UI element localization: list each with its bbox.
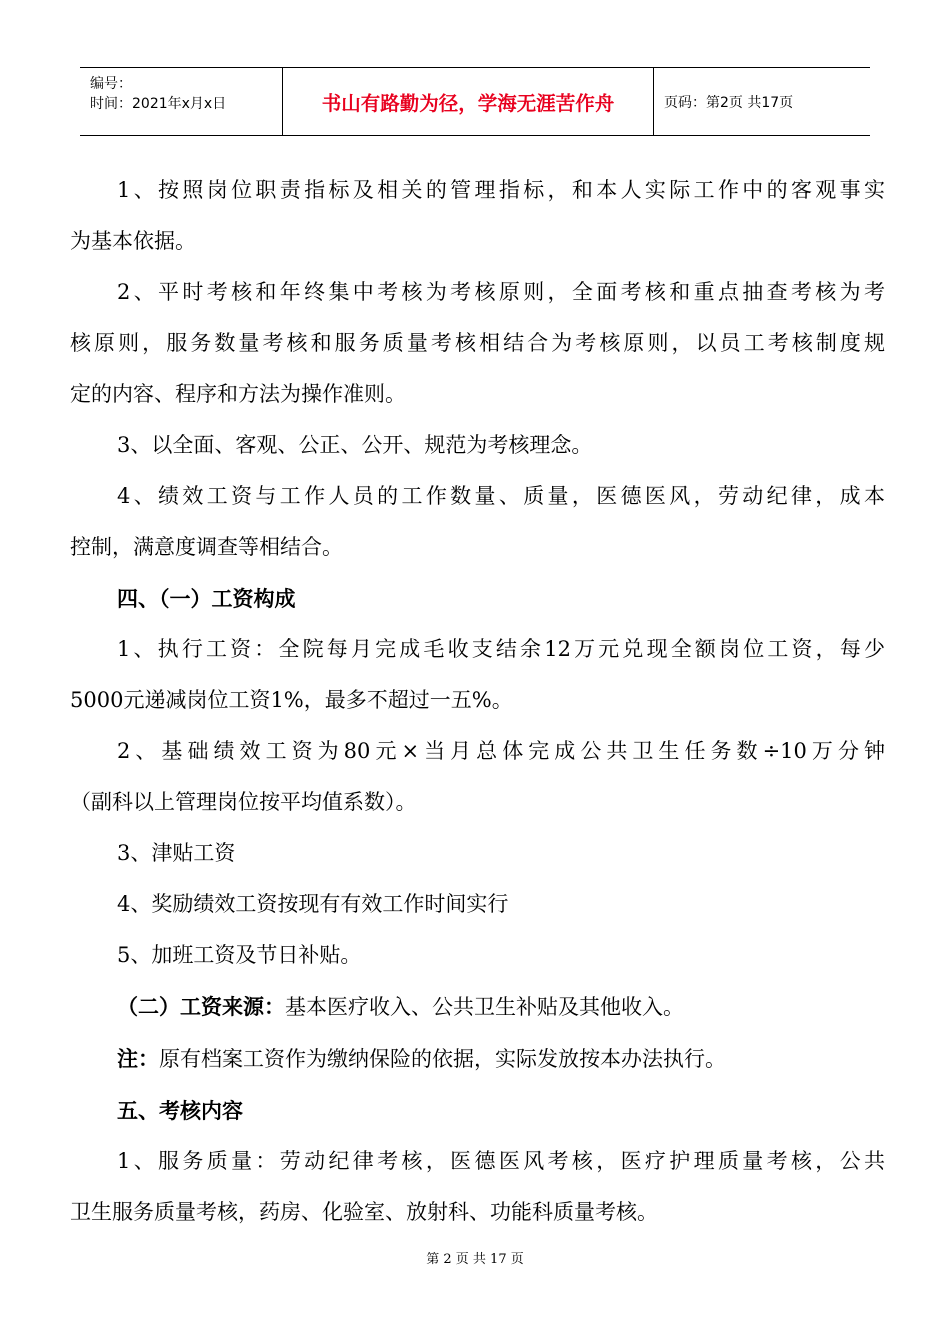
paragraph-line: 3、以全面、客观、公正、公开、规范为考核理念。	[117, 433, 593, 457]
paragraph-lead: 注：	[117, 1046, 159, 1071]
paragraph-line: （副科以上管理岗位按平均值系数）。	[70, 790, 417, 814]
section-heading: 五、考核内容	[117, 1098, 243, 1123]
header-page-info: 页码：第2页 共17页	[664, 94, 794, 111]
document-number-label: 编号：	[90, 76, 132, 92]
paragraph-line: 为基本依据。	[70, 229, 196, 253]
paragraph-line: 2、平时考核和年终集中考核为考核原则，全面考核和重点抽查考核为考	[117, 280, 885, 304]
header-motto: 书山有路勤为径，学海无涯苦作舟	[282, 68, 654, 135]
paragraph-rest: 原有档案工资作为缴纳保险的依据，实际发放按本办法执行。	[159, 1047, 726, 1071]
paragraph-line: 定的内容、程序和方法为操作准则。	[70, 382, 406, 406]
paragraph-line: 1、执行工资：全院每月完成毛收支结余12万元兑现全额岗位工资，每少	[117, 637, 885, 661]
paragraph-lead: （二）工资来源：	[117, 994, 285, 1019]
paragraph-line	[70, 981, 885, 1033]
paragraph-line: 卫生服务质量考核，药房、化验室、放射科、功能科质量考核。	[70, 1200, 658, 1224]
header-meta	[80, 68, 282, 135]
paragraph-line: 核原则，服务数量考核和服务质量考核相结合为考核原则，以员工考核制度规	[70, 331, 885, 355]
section-heading: 四、（一）工资构成	[117, 586, 296, 611]
paragraph-line: 2、基础绩效工资为80元×当月总体完成公共卫生任务数÷10万分钟	[117, 739, 885, 763]
document-body	[70, 165, 885, 1238]
paragraph-line: 4、绩效工资与工作人员的工作数量、质量，医德医风，劳动纪律，成本	[117, 484, 885, 508]
paragraph-line: 控制，满意度调查等相结合。	[70, 535, 343, 559]
page-header	[80, 67, 870, 136]
paragraph-line: 5000元递减岗位工资1%，最多不超过一五%。	[70, 688, 513, 712]
paragraph-line	[70, 1033, 885, 1085]
paragraph-line: 4、奖励绩效工资按现有有效工作时间实行	[117, 892, 509, 916]
paragraph-line: 1、服务质量：劳动纪律考核，医德医风考核，医疗护理质量考核，公共	[117, 1149, 885, 1173]
page-footer: 第 2 页 共 17 页	[426, 1252, 524, 1267]
paragraph-line: 1、按照岗位职责指标及相关的管理指标，和本人实际工作中的客观事实	[117, 178, 885, 202]
paragraph-rest: 基本医疗收入、公共卫生补贴及其他收入。	[285, 995, 684, 1019]
paragraph-line: 5、加班工资及节日补贴。	[117, 943, 362, 967]
paragraph-line: 3、津贴工资	[117, 841, 236, 865]
document-date: 时间：2021年x月x日	[90, 96, 227, 112]
